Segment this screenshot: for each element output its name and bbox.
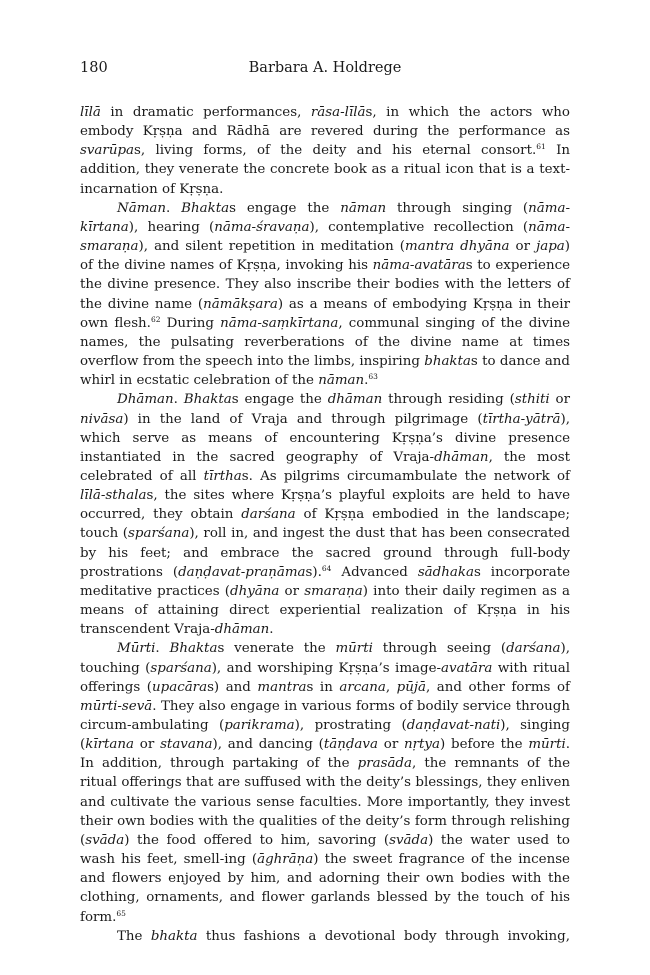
paragraph-murti: Mūrti. Bhaktas venerate the mūrti through seeing (darśana), touching (sparśana), and worshiping Kṛṣṇa’s image-avatāra with ritual offerings (upacāras) and mantras in arcana, pūjā, and other forms of mūrti-sevā. They also engage in various forms of bodily service through circum-ambulating (parikrama), prostrating (daṇḍavat-nati), singing (kīrtana or stavana), and dancing (tāṇḍava or nṛtya) before the mūrti. In addition, through partaking of the prasāda, the remnants of the ritual offerings that are suffused with the deity’s blessings, they enliven and cultivate the various sense faculties. More importantly, they invest their own bodies with the qualities of the deity’s form through relishing (svāda) the food offered to him, savoring (svāda) the water used to wash his feet, smell-ing (āghrāṇa) the sweet fragrance of the incense and flowers enjoyed by him, and adorning their own bodies with the clothing, ornaments, and flower garlands blessed by the touch of his form.$^{65}$ bbox=[80, 641, 571, 925]
paragraph-naman: Nāman. Bhaktas engage the nāman through singing (nāma-kīrtana), hearing (nāma-śravaṇa), contemplative recollection (nāma-smaraṇa), and silent repetition in meditation (mantra dhyāna or japa) of the divine names of Kṛṣṇa, invoking his nāma-avatāras to experience the divine presence. They also inscribe their bodies with the letters of the divine name (nāmākṣara) as a means of embodying Kṛṣṇa in their own flesh.$^{62}$ During nāma-saṃkīrtana, communal singing of the divine names, the pulsating reverberations of the divine name at times overflow from the speech into the limbs, inspiring bhaktas to dance and whirl in ecstatic celebration of the nāman.$^{63}$ bbox=[80, 200, 570, 389]
paragraph-continuation: līlā in dramatic performances, rāsa-līlās, in which the actors who embody Kṛṣṇa and Rādhā are revered during the performance as svarūpas, living forms, of the deity and his eternal consort.$^{61}$ In addition, they venerate the concrete book as a ritual icon that is a text-incarnation of Kṛṣṇa. bbox=[80, 105, 571, 197]
body-text bbox=[80, 103, 570, 946]
paragraph-bhakta: The bhakta thus fashions a devotional body through invoking, bbox=[117, 928, 570, 944]
running-head: Barbara A. Holdrege bbox=[248, 60, 402, 76]
paragraph-dhaman: Dhāman. Bhaktas engage the dhāman through residing (sthiti or nivāsa) in the land of Vraja and through pilgrimage (tīrtha-yātrā), which serve as means of encountering Kṛṣṇa’s divine presence instantiated in the sacred geography of Vraja-dhāman, the most celebrated of all tīrthas. As pilgrims circumambulate the network of līlā-sthalas, the sites where Kṛṣṇa’s playful exploits are held to have occurred, they obtain darśana of Kṛṣṇa embodied in the landscape; touch (sparśana), roll in, and ingest the dust that has been consecrated by his feet; and embrace the sacred ground through full-body prostrations (daṇḍavat-praṇāmas).$^{64}$ Advanced sādhakas incorporate meditative practices (dhyāna or smaraṇa) into their daily regimen as a means of attaining direct experiential realization of Kṛṣṇa in his transcendent Vraja-dhāman. bbox=[80, 392, 571, 638]
page-number: 180 bbox=[80, 60, 108, 76]
